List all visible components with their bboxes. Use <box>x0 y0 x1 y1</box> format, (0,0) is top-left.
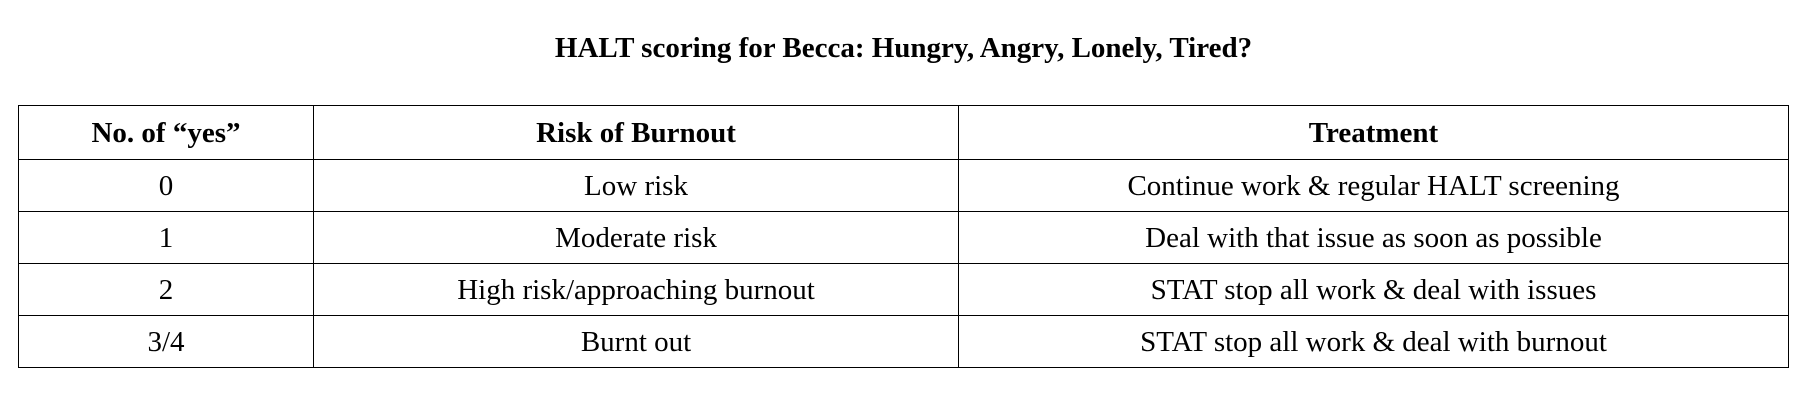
halt-scoring-table <box>18 105 1789 368</box>
table-row <box>19 212 1789 264</box>
cell-treatment: STAT stop all work & deal with issues <box>959 264 1789 316</box>
table-row <box>19 264 1789 316</box>
cell-treatment: Continue work & regular HALT screening <box>959 160 1789 212</box>
table-header-row <box>19 106 1789 160</box>
table-row <box>19 160 1789 212</box>
table-row <box>19 316 1789 368</box>
header-treatment: Treatment <box>959 106 1789 160</box>
cell-treatment: Deal with that issue as soon as possible <box>959 212 1789 264</box>
cell-risk: Low risk <box>314 160 959 212</box>
cell-risk: High risk/approaching burnout <box>314 264 959 316</box>
cell-risk: Burnt out <box>314 316 959 368</box>
cell-yes-count: 0 <box>19 160 314 212</box>
cell-risk: Moderate risk <box>314 212 959 264</box>
header-risk-of-burnout: Risk of Burnout <box>314 106 959 160</box>
cell-yes-count: 1 <box>19 212 314 264</box>
cell-yes-count: 2 <box>19 264 314 316</box>
cell-treatment: STAT stop all work & deal with burnout <box>959 316 1789 368</box>
header-number-of-yes: No. of “yes” <box>19 106 314 160</box>
document-title: HALT scoring for Becca: Hungry, Angry, Lonely, Tired? <box>554 32 1253 64</box>
cell-yes-count: 3/4 <box>19 316 314 368</box>
